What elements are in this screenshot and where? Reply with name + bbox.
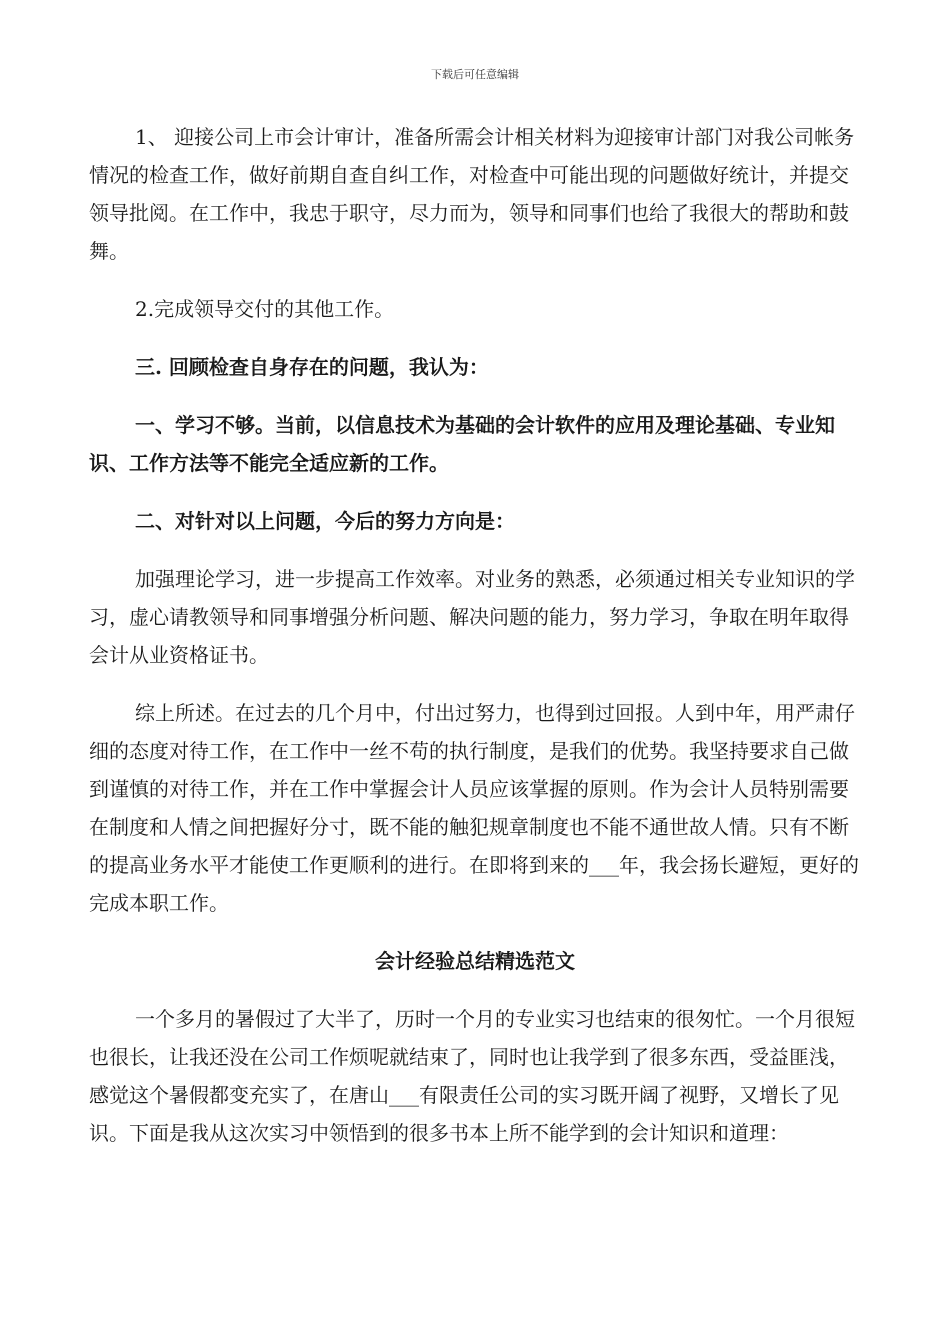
document-body <box>89 118 861 1152</box>
paragraph-summary: 综上所述。在过去的几个月中，付出过努力，也得到过回报。人到中年，用严肃仔细的态度对待工作，在工作中一丝不苟的执行制度，是我们的优势。我坚持要求自己做到谨慎的对待工作，并在工作中掌握会计人员应该掌握的原则。作为会计人员特别需要在制度和人情之间把握好分寸，既不能的触犯规章制度也不能不通世故人情。只有不断的提高业务水平才能使工作更顺利的进行。在即将到来的___年，我会扬长避短，更好的完成本职工作。 <box>89 701 859 915</box>
heading-review-problems: 三. 回顾检查自身存在的问题，我认为： <box>135 355 489 379</box>
section-title: 会计经验总结精选范文 <box>375 949 575 973</box>
page-header: 下载后可任意编辑 <box>431 68 519 81</box>
paragraph-internship: 一个多月的暑假过了大半了，历时一个月的专业实习也结束的很匆忙。一个月很短也很长，让我还没在公司工作烦呢就结束了，同时也让我学到了很多东西，受益匪浅，感觉这个暑假都变充实了，在唐山___有限责任公司的实习既开阔了视野，又增长了见识。下面是我从这次实习中领悟到的很多书本上所不能学到的会计知识和道理： <box>89 1007 855 1145</box>
heading-improvement-direction: 二、对针对以上问题，今后的努力方向是： <box>135 509 515 533</box>
paragraph-audit: 1、 迎接公司上市会计审计，准备所需会计相关材料为迎接审计部门对我公司帐务情况的检查工作，做好前期自查自纠工作，对检查中可能出现的问题做好统计，并提交领导批阅。在工作中，我忠于职守，尽力而为，领导和同事们也给了我很大的帮助和鼓舞。 <box>89 125 855 263</box>
paragraph-strengthen-theory: 加强理论学习，进一步提高工作效率。对业务的熟悉，必须通过相关专业知识的学习，虚心请教领导和同事增强分析问题、解决问题的能力，努力学习，争取在明年取得会计从业资格证书。 <box>89 567 855 667</box>
paragraph-other-work: 2.完成领导交付的其他工作。 <box>135 297 395 321</box>
paragraph-insufficient-study: 一、学习不够。当前，以信息技术为基础的会计软件的应用及理论基础、专业知识、工作方法等不能完全适应新的工作。 <box>89 413 835 475</box>
